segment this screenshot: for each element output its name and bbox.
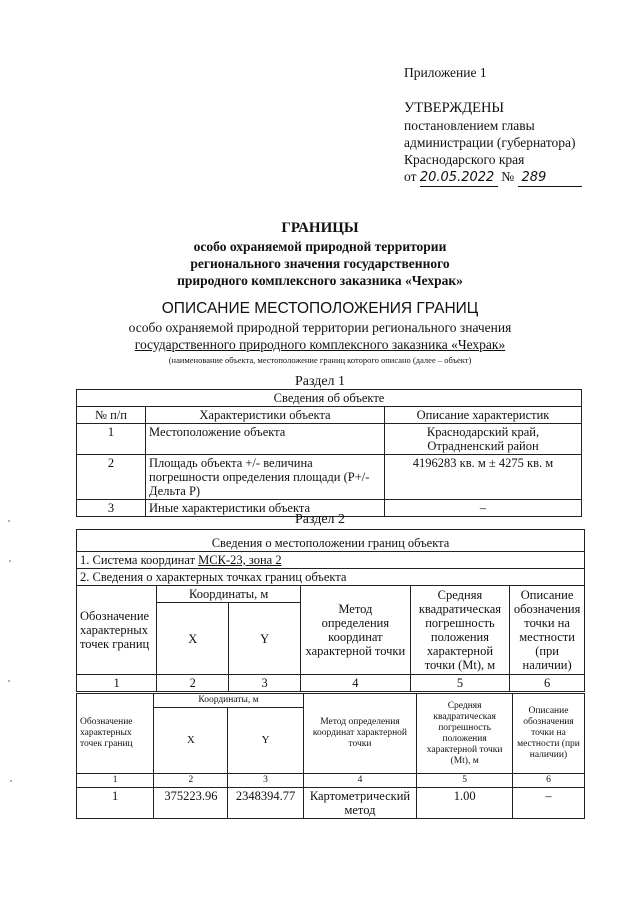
title-sub-1: особо охраняемой природной территории bbox=[193, 239, 447, 254]
approval-date-line: от 20.05.2022 № 289 bbox=[404, 168, 582, 187]
approval-line-3: Краснодарского края bbox=[404, 152, 525, 167]
header-method: Метод определения координат характерной точки bbox=[301, 586, 411, 675]
header-coords-small: Координаты, м bbox=[154, 694, 303, 708]
header-desc-small: Описание обозначения точки на местности (при наличии) bbox=[512, 694, 584, 774]
section-2-title: Раздел 2 bbox=[294, 512, 346, 527]
title-sub-3: природного комплексного заказника «Чехрак» bbox=[177, 273, 463, 288]
approved-label: УТВЕРЖДЕНЫ bbox=[404, 100, 505, 116]
document-title: ГРАНИЦЫ bbox=[281, 220, 359, 236]
header-x-small: X bbox=[154, 708, 228, 774]
scan-speck bbox=[8, 520, 10, 522]
boundary-points-table bbox=[76, 693, 585, 819]
column-numbers: 1 2 3 4 5 6 bbox=[77, 675, 585, 692]
description-line-2: государственного природного комплексного заказника «Чехрак» bbox=[134, 337, 506, 352]
header-x: X bbox=[157, 603, 229, 675]
column-numbers-small: 1 2 3 4 5 6 bbox=[77, 774, 585, 788]
table-row: 3 Иные характеристики объекта – bbox=[77, 500, 582, 517]
object-info-caption: Сведения об объекте bbox=[77, 390, 582, 407]
approval-block bbox=[404, 64, 582, 187]
header-y-small: Y bbox=[228, 708, 303, 774]
description-heading: ОПИСАНИЕ МЕСТОПОЛОЖЕНИЯ ГРАНИЦ bbox=[161, 300, 479, 317]
header-point: Обозначение характерных точек границ bbox=[77, 586, 157, 675]
boundary-info-table bbox=[76, 529, 585, 692]
table-row: 1 Местоположение объекта Краснодарский край, Отрадненский район bbox=[77, 424, 582, 455]
coord-system-row: 1. Система координат МСК-23, зона 2 bbox=[77, 552, 585, 569]
description-note: (наименование объекта, местоположение границ которого описано (далее – объект) bbox=[168, 355, 472, 365]
table-row: 1 375223.96 2348394.77 Картометрический метод 1.00 – bbox=[77, 788, 585, 819]
boundary-info-caption: Сведения о местоположении границ объекта bbox=[77, 530, 585, 552]
header-coords: Координаты, м bbox=[157, 586, 301, 603]
scan-speck bbox=[9, 560, 11, 562]
table-row: 2 Площадь объекта +/- величина погрешности определения площади (P+/- Дельта P) 4196283 кв. м ± 4275 кв. м bbox=[77, 455, 582, 500]
header-method-small: Метод определения координат характерной точки bbox=[303, 694, 417, 774]
table-header: Описание характеристик bbox=[385, 407, 582, 424]
description-line-1: особо охраняемой природной территории регионального значения bbox=[128, 320, 512, 335]
scan-speck bbox=[10, 780, 12, 782]
scan-speck bbox=[8, 680, 10, 682]
section-1-title: Раздел 1 bbox=[294, 374, 346, 389]
coord-system: МСК-23, зона 2 bbox=[198, 553, 282, 567]
header-point-small: Обозначение характерных точек границ bbox=[77, 694, 154, 774]
object-info-table bbox=[76, 389, 582, 517]
approval-number: 289 bbox=[518, 169, 582, 187]
title-sub-2: регионального значения государственного bbox=[190, 256, 450, 271]
header-error-small: Средняя квадратическая погрешность положения характерной точки (Mt), м bbox=[417, 694, 513, 774]
table-header: Характеристики объекта bbox=[146, 407, 385, 424]
appendix-label: Приложение 1 bbox=[404, 65, 487, 80]
header-y: Y bbox=[229, 603, 301, 675]
points-title: 2. Сведения о характерных точках границ объекта bbox=[77, 569, 585, 586]
table-header: № п/п bbox=[77, 407, 146, 424]
approval-line-1: постановлением главы bbox=[404, 118, 535, 133]
approval-date: 20.05.2022 bbox=[420, 169, 498, 187]
header-error: Средняя квадратическая погрешность положения характерной точки (Mt), м bbox=[410, 586, 509, 675]
approval-line-2: администрации (губернатора) bbox=[404, 135, 576, 150]
header-desc: Описание обозначения точки на местности (при наличии) bbox=[510, 586, 585, 675]
